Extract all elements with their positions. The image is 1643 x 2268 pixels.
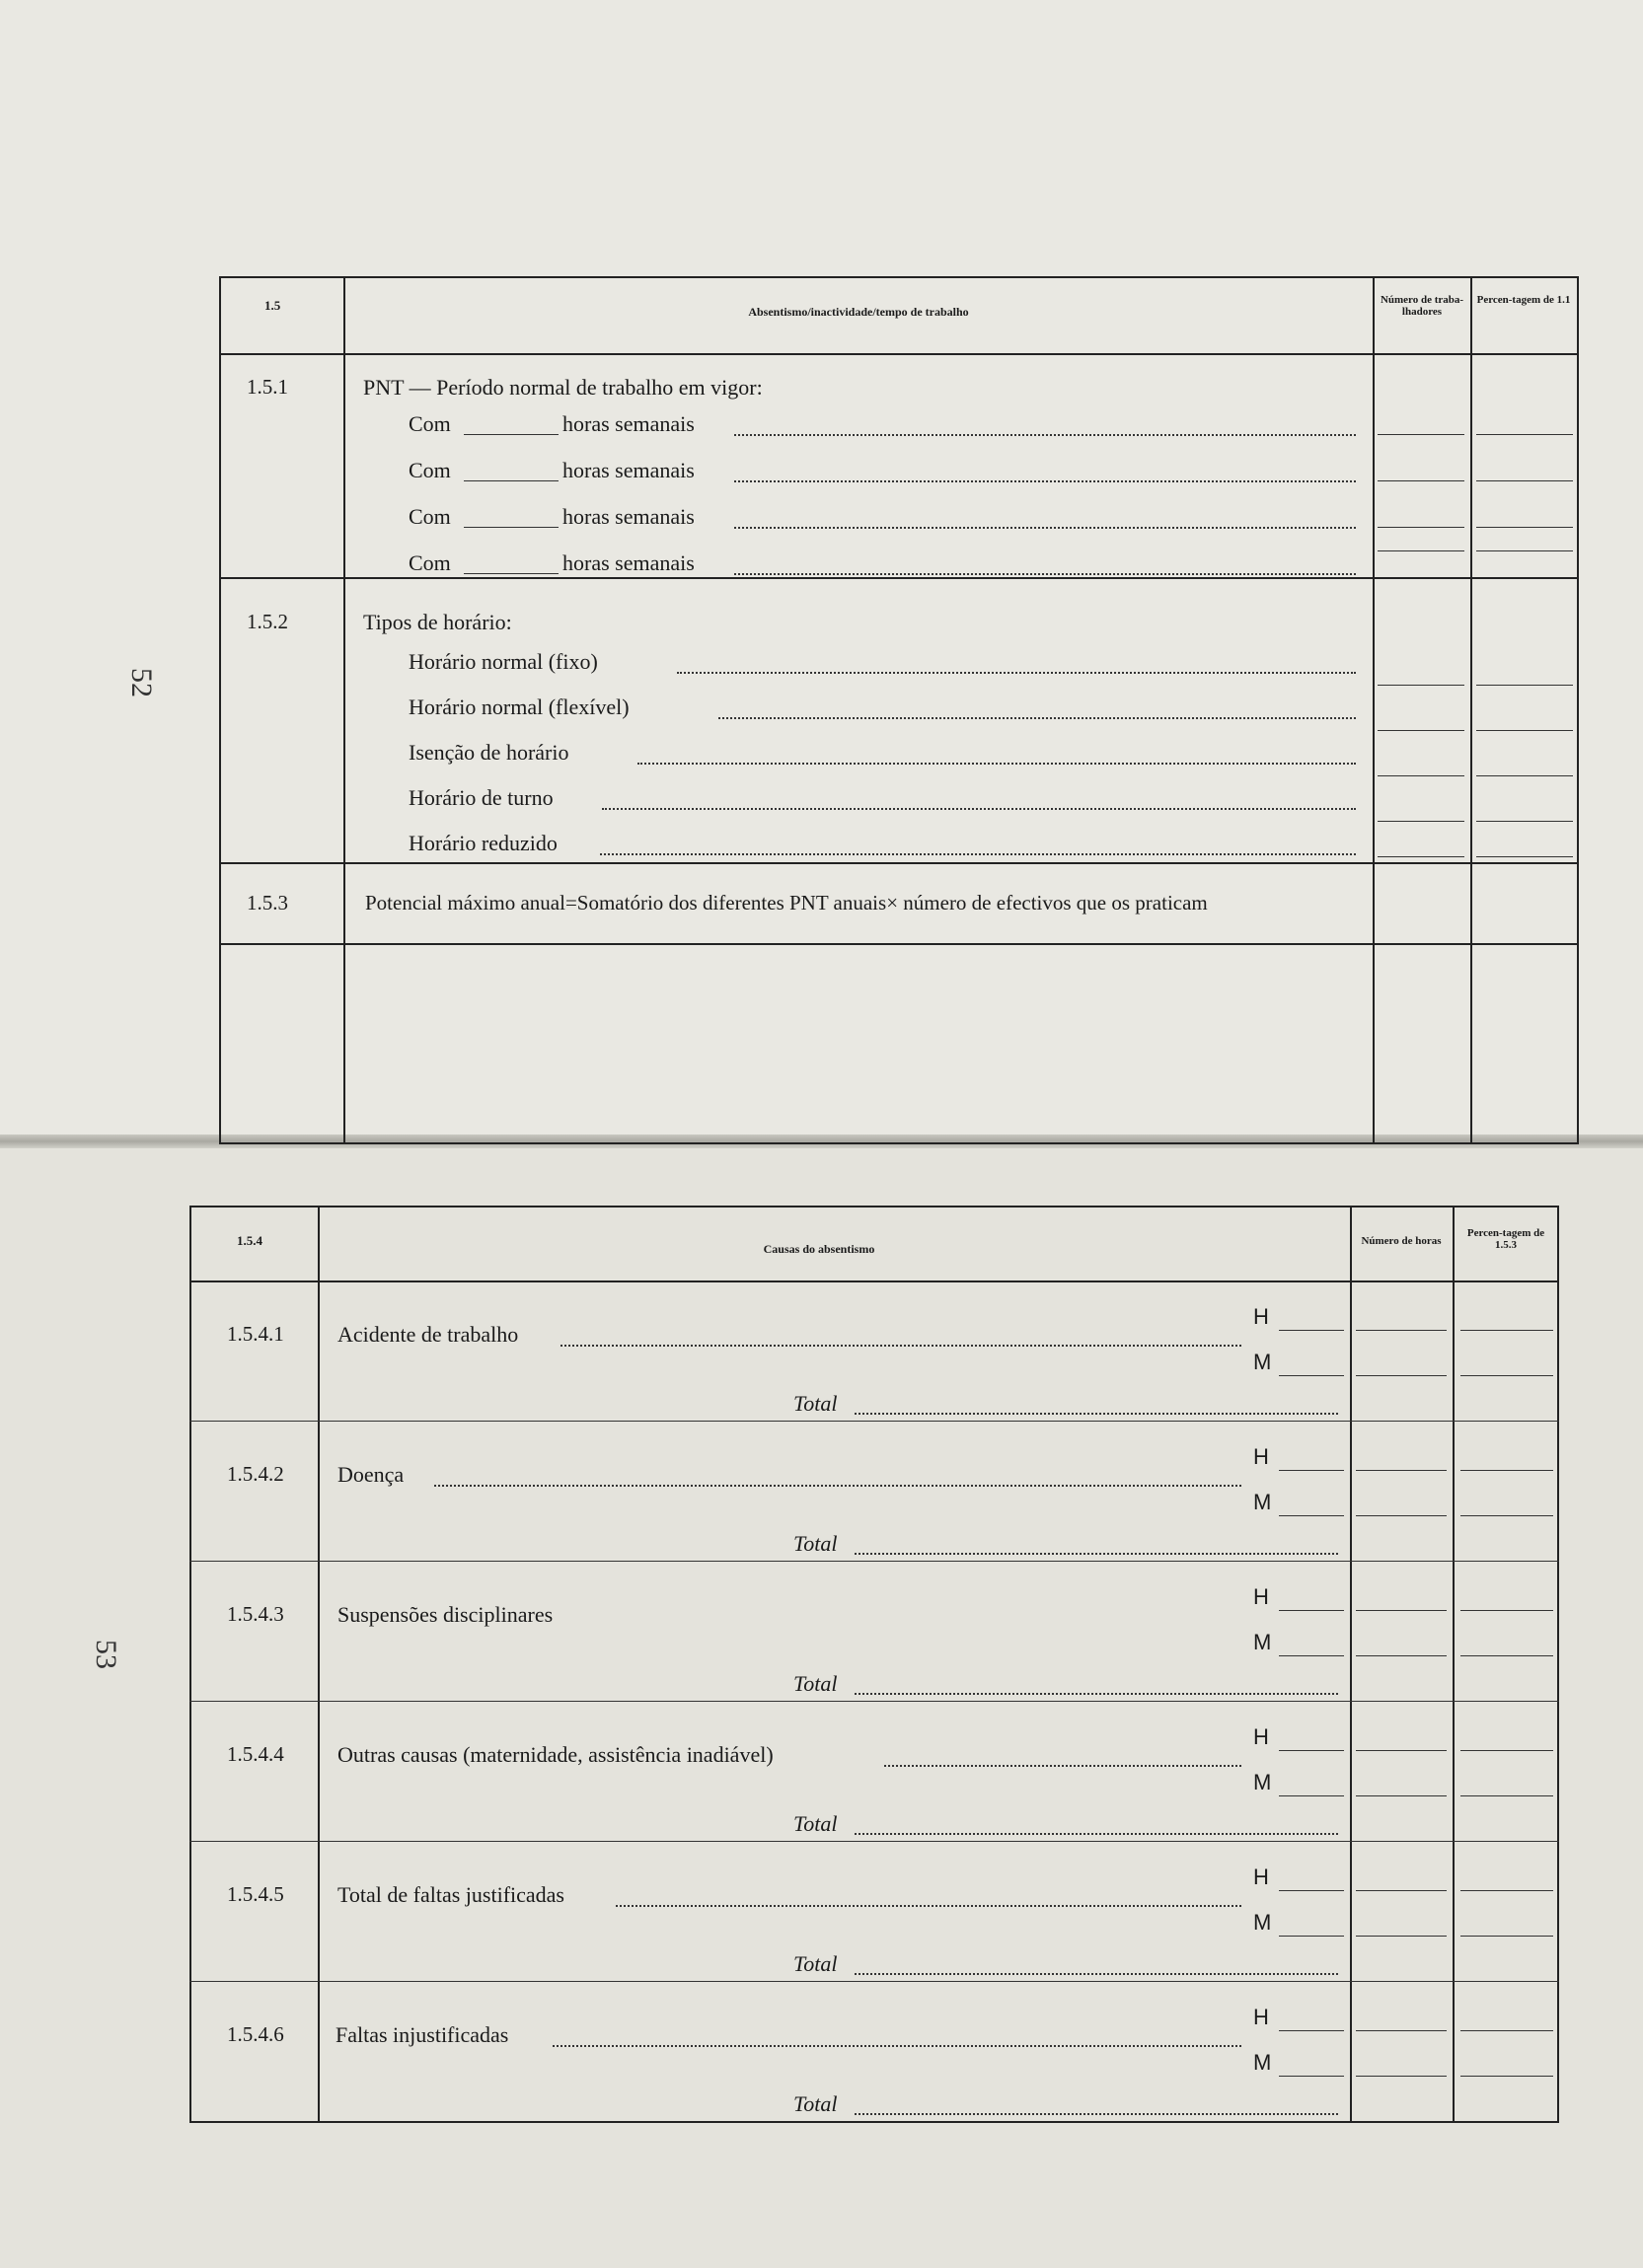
top-rule-after-schedules: [219, 862, 1579, 864]
pnt-hours-blank[interactable]: [464, 573, 559, 574]
leader-dots: [734, 434, 1356, 436]
page-number-top: 52: [125, 668, 158, 697]
percent-field-men[interactable]: [1460, 1890, 1553, 1891]
pnt-line-suffix: horas semanais: [562, 550, 695, 575]
top-rule-after-pnt: [219, 577, 1579, 579]
percent-field-men[interactable]: [1460, 1750, 1553, 1751]
cause-code: 1.5.4.3: [227, 1602, 284, 1626]
schedule-item: Horário normal (flexível): [409, 695, 630, 719]
leader-dots: [734, 480, 1356, 482]
workers-field[interactable]: [1378, 775, 1464, 776]
schedule-item: Isenção de horário: [409, 740, 569, 765]
cause-label: Doença: [337, 1462, 405, 1487]
men-blank[interactable]: [1279, 1610, 1344, 1611]
pnt-hours-blank[interactable]: [464, 527, 559, 528]
leader-dots: [855, 1833, 1338, 1835]
percent-field[interactable]: [1476, 856, 1573, 857]
women-label: M: [1253, 1490, 1272, 1514]
leader-dots: [855, 2113, 1338, 2115]
leader-dots: [734, 573, 1356, 575]
workers-field[interactable]: [1378, 856, 1464, 857]
hours-field-women[interactable]: [1356, 2076, 1447, 2077]
leader-dots: [855, 1413, 1338, 1415]
women-label: M: [1253, 2050, 1272, 2075]
hours-field-women[interactable]: [1356, 1936, 1447, 1937]
percent-field-women[interactable]: [1460, 1795, 1553, 1796]
col-hours-header: Número de horas: [1361, 1235, 1442, 1247]
pnt-code: 1.5.1: [247, 375, 288, 399]
leader-dots: [734, 527, 1356, 529]
hours-field-men[interactable]: [1356, 1330, 1447, 1331]
percent-field[interactable]: [1476, 685, 1573, 686]
leader-dots: [602, 808, 1356, 810]
women-blank[interactable]: [1279, 1936, 1344, 1937]
hours-field-women[interactable]: [1356, 1655, 1447, 1656]
col-percent-header: Percen-tagem de 1.1: [1476, 294, 1571, 306]
percent-field-women[interactable]: [1460, 1515, 1553, 1516]
workers-field[interactable]: [1378, 527, 1464, 528]
cause-code: 1.5.4.2: [227, 1462, 284, 1486]
top-section-title: Absentismo/inactividade/tempo de trabalho: [748, 305, 969, 319]
women-label: M: [1253, 1630, 1272, 1654]
women-blank[interactable]: [1279, 1375, 1344, 1376]
bottom-divider-code: [318, 1206, 320, 2123]
total-label: Total: [793, 1671, 838, 1696]
total-label: Total: [793, 1811, 838, 1836]
total-label: Total: [793, 1531, 838, 1556]
men-label: H: [1253, 1584, 1269, 1609]
percent-field[interactable]: [1476, 550, 1573, 551]
percent-field-women[interactable]: [1460, 1655, 1553, 1656]
hours-field-men[interactable]: [1356, 1890, 1447, 1891]
leader-dots: [884, 1765, 1241, 1767]
bottom-divider-hours: [1350, 1206, 1352, 2123]
top-header-rule: [219, 353, 1579, 355]
men-label: H: [1253, 1724, 1269, 1749]
women-blank[interactable]: [1279, 1515, 1344, 1516]
percent-field[interactable]: [1476, 821, 1573, 822]
schedule-item: Horário reduzido: [409, 831, 558, 855]
men-blank[interactable]: [1279, 1470, 1344, 1471]
pnt-line-suffix: horas semanais: [562, 411, 695, 436]
percent-field[interactable]: [1476, 527, 1573, 528]
top-table-divider-code: [343, 276, 345, 1144]
percent-field[interactable]: [1476, 730, 1573, 731]
workers-field[interactable]: [1378, 480, 1464, 481]
cause-label: Acidente de trabalho: [337, 1322, 519, 1347]
pnt-line-suffix: horas semanais: [562, 458, 695, 482]
leader-dots: [553, 2045, 1241, 2047]
pnt-line-prefix: Com: [409, 458, 451, 482]
pnt-hours-blank[interactable]: [464, 434, 559, 435]
hours-field-men[interactable]: [1356, 1610, 1447, 1611]
percent-field[interactable]: [1476, 775, 1573, 776]
men-blank[interactable]: [1279, 1750, 1344, 1751]
percent-field-women[interactable]: [1460, 2076, 1553, 2077]
bottom-divider-percent: [1453, 1206, 1455, 2123]
col-workers-header: Número de traba-lhadores: [1380, 294, 1464, 318]
men-blank[interactable]: [1279, 2030, 1344, 2031]
hours-field-women[interactable]: [1356, 1375, 1447, 1376]
women-blank[interactable]: [1279, 2076, 1344, 2077]
hours-field-women[interactable]: [1356, 1795, 1447, 1796]
leader-dots: [855, 1973, 1338, 1975]
total-label: Total: [793, 2091, 838, 2116]
top-section-code: 1.5: [264, 298, 281, 313]
hours-field-men[interactable]: [1356, 1470, 1447, 1471]
pnt-line-prefix: Com: [409, 411, 451, 436]
percent-field-women[interactable]: [1460, 1375, 1553, 1376]
percent-field-men[interactable]: [1460, 1330, 1553, 1331]
women-label: M: [1253, 1770, 1272, 1794]
percent-field-men[interactable]: [1460, 2030, 1553, 2031]
workers-field[interactable]: [1378, 685, 1464, 686]
cause-code: 1.5.4.5: [227, 1882, 284, 1906]
percent-field-women[interactable]: [1460, 1936, 1553, 1937]
workers-field[interactable]: [1378, 550, 1464, 551]
potential-code: 1.5.3: [247, 891, 288, 915]
bottom-row-rule: [189, 1981, 1559, 1982]
pnt-line-prefix: Com: [409, 550, 451, 575]
leader-dots: [855, 1553, 1338, 1555]
schedules-code: 1.5.2: [247, 610, 288, 633]
leader-dots: [855, 1693, 1338, 1695]
bottom-header-rule: [189, 1280, 1559, 1282]
bottom-row-rule: [189, 1561, 1559, 1562]
leader-dots: [560, 1345, 1241, 1347]
leader-dots: [434, 1485, 1241, 1487]
potential-text: Potencial máximo anual=Somatório dos diferentes PNT anuais× número de efectivos que os praticam: [365, 891, 1208, 915]
workers-field[interactable]: [1378, 730, 1464, 731]
percent-field[interactable]: [1476, 434, 1573, 435]
leader-dots: [718, 717, 1356, 719]
bottom-section-code: 1.5.4: [237, 1233, 262, 1248]
bottom-row-rule: [189, 1701, 1559, 1702]
workers-field[interactable]: [1378, 821, 1464, 822]
cause-code: 1.5.4.1: [227, 1322, 284, 1346]
men-blank[interactable]: [1279, 1890, 1344, 1891]
bottom-section-title: Causas do absentismo: [763, 1242, 875, 1256]
total-label: Total: [793, 1951, 838, 1976]
men-label: H: [1253, 1304, 1269, 1329]
cause-code: 1.5.4.4: [227, 1742, 284, 1766]
hours-field-men[interactable]: [1356, 1750, 1447, 1751]
total-label: Total: [793, 1391, 838, 1416]
women-label: M: [1253, 1910, 1272, 1935]
page-number-bottom: 53: [90, 1640, 122, 1669]
pnt-line-suffix: horas semanais: [562, 504, 695, 529]
bottom-row-rule: [189, 1841, 1559, 1842]
leader-dots: [677, 672, 1356, 674]
top-rule-after-potential: [219, 943, 1579, 945]
cause-label: Outras causas (maternidade, assistência inadiável): [337, 1742, 774, 1767]
cause-label: Suspensões disciplinares: [337, 1602, 554, 1627]
leader-dots: [600, 853, 1356, 855]
cause-code: 1.5.4.6: [227, 2022, 284, 2046]
men-blank[interactable]: [1279, 1330, 1344, 1331]
leader-dots: [616, 1905, 1241, 1907]
col-percent-1-5-3-header: Percen-tagem de 1.5.3: [1466, 1227, 1545, 1251]
pnt-title: PNT — Período normal de trabalho em vigor:: [363, 375, 763, 400]
pnt-line-prefix: Com: [409, 504, 451, 529]
schedules-title: Tipos de horário:: [363, 610, 512, 634]
percent-field[interactable]: [1476, 480, 1573, 481]
top-table-divider-workers: [1373, 276, 1375, 1144]
men-label: H: [1253, 1444, 1269, 1469]
women-blank[interactable]: [1279, 1795, 1344, 1796]
top-table-divider-percent: [1470, 276, 1472, 1144]
cause-label: Faltas injustificadas: [336, 2022, 509, 2047]
percent-field-men[interactable]: [1460, 1470, 1553, 1471]
men-label: H: [1253, 2005, 1269, 2029]
workers-field[interactable]: [1378, 434, 1464, 435]
women-blank[interactable]: [1279, 1655, 1344, 1656]
hours-field-men[interactable]: [1356, 2030, 1447, 2031]
leader-dots: [637, 763, 1356, 765]
percent-field-men[interactable]: [1460, 1610, 1553, 1611]
bottom-row-rule: [189, 1421, 1559, 1422]
pnt-hours-blank[interactable]: [464, 480, 559, 481]
hours-field-women[interactable]: [1356, 1515, 1447, 1516]
cause-label: Total de faltas justificadas: [337, 1882, 564, 1907]
schedule-item: Horário de turno: [409, 785, 554, 810]
women-label: M: [1253, 1350, 1272, 1374]
men-label: H: [1253, 1865, 1269, 1889]
schedule-item: Horário normal (fixo): [409, 649, 598, 674]
